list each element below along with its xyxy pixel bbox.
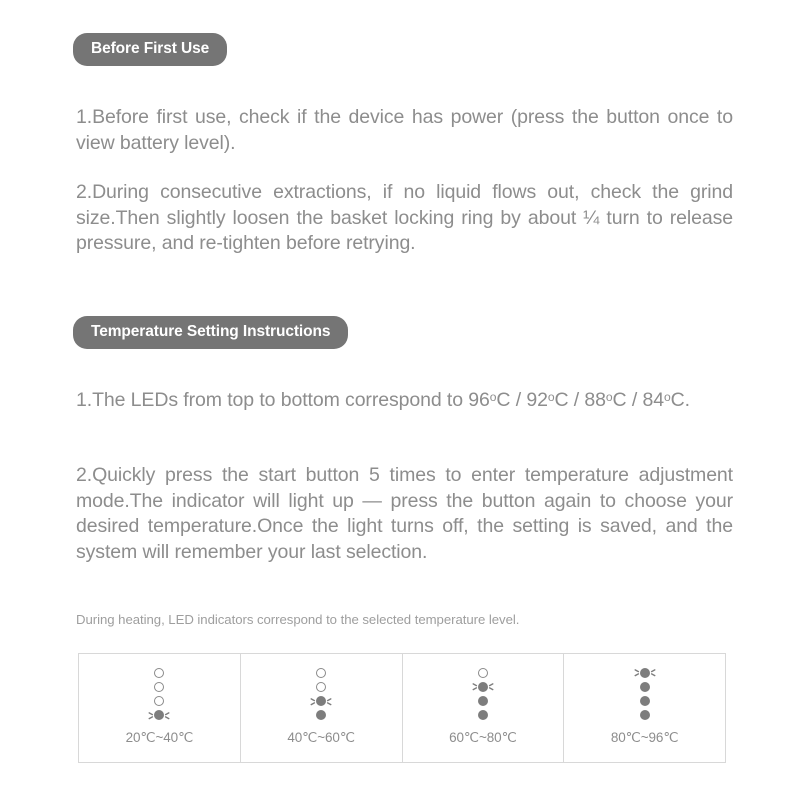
led-dot (316, 696, 326, 706)
led-table-caption: During heating, LED indicators correspond to the selected temperature level. (76, 612, 520, 627)
led-stack (631, 667, 659, 721)
section-badge-temperature-setting (73, 316, 348, 349)
led-dot (478, 696, 488, 706)
led-dot (478, 668, 488, 678)
led-dot-blinking (631, 667, 659, 678)
led-table-cell (241, 654, 403, 762)
led-dot (154, 696, 164, 706)
degree-mark-3: o (605, 389, 613, 404)
led-dot (640, 710, 650, 720)
led-dot (154, 710, 164, 720)
led-dot-off (469, 667, 497, 678)
led-text-part-1: 1.The LEDs from top to bottom correspond to 96 (76, 389, 490, 411)
led-table-cell (79, 654, 241, 762)
led-text-part-3: C / 88 (554, 389, 606, 411)
led-table-cell (564, 654, 725, 762)
paragraph-temperature-led-mapping (76, 388, 733, 414)
led-dot (154, 682, 164, 692)
led-dot-on (469, 696, 497, 707)
badge-label: Before First Use (73, 33, 227, 66)
degree-mark-4: o (663, 389, 671, 404)
led-dot (316, 682, 326, 692)
paragraph-before-first-use-2: 2.During consecutive extractions, if no liquid flows out, check the grind size.Then slightly loosen the basket locking ring by about ¼ turn to release pressure, and re-tighten before retrying. (76, 181, 733, 254)
led-dot (640, 682, 650, 692)
led-dot-off (307, 667, 335, 678)
led-dot-blinking (469, 681, 497, 692)
led-dot-blinking (307, 696, 335, 707)
led-dot (316, 710, 326, 720)
led-table-cell (403, 654, 565, 762)
led-range-label: 80℃~96℃ (610, 730, 679, 745)
degree-mark-1: o (489, 389, 497, 404)
led-dot (316, 668, 326, 678)
led-stack (307, 667, 335, 721)
led-dot (154, 668, 164, 678)
led-dot (478, 682, 488, 692)
led-dot-off (145, 667, 173, 678)
led-dot (478, 710, 488, 720)
led-indicator-table (78, 653, 726, 763)
led-range-label: 20℃~40℃ (125, 730, 194, 745)
led-dot-on (469, 710, 497, 721)
led-dot-on (631, 681, 659, 692)
led-text-part-4: C / 84 (612, 389, 664, 411)
led-dot (640, 668, 650, 678)
led-dot-off (145, 681, 173, 692)
led-dot (640, 696, 650, 706)
led-text-part-5: C. (670, 389, 690, 411)
degree-mark-2: o (547, 389, 555, 404)
led-dot-on (307, 710, 335, 721)
paragraph-before-first-use-1: 1.Before first use, check if the device has power (press the button once to view battery level). (76, 106, 733, 154)
led-dot-blinking (145, 710, 173, 721)
led-dot-on (631, 710, 659, 721)
led-range-label: 40℃~60℃ (287, 730, 355, 745)
led-text-part-2: C / 92 (496, 389, 548, 411)
led-stack (145, 667, 173, 721)
led-dot-on (631, 696, 659, 707)
led-range-label: 60℃~80℃ (449, 730, 517, 745)
badge-label: Temperature Setting Instructions (73, 316, 348, 349)
led-dot-off (307, 681, 335, 692)
led-stack (469, 667, 497, 721)
led-dot-off (145, 696, 173, 707)
paragraph-temperature-adjustment: 2.Quickly press the start button 5 times to enter temperature adjustment mode.The indicator will light up — press the button again to choose your desired temperature.Once the light turns off, the setting is saved, and the system will remember your last selection. (76, 464, 733, 563)
section-badge-before-first-use (73, 33, 227, 66)
